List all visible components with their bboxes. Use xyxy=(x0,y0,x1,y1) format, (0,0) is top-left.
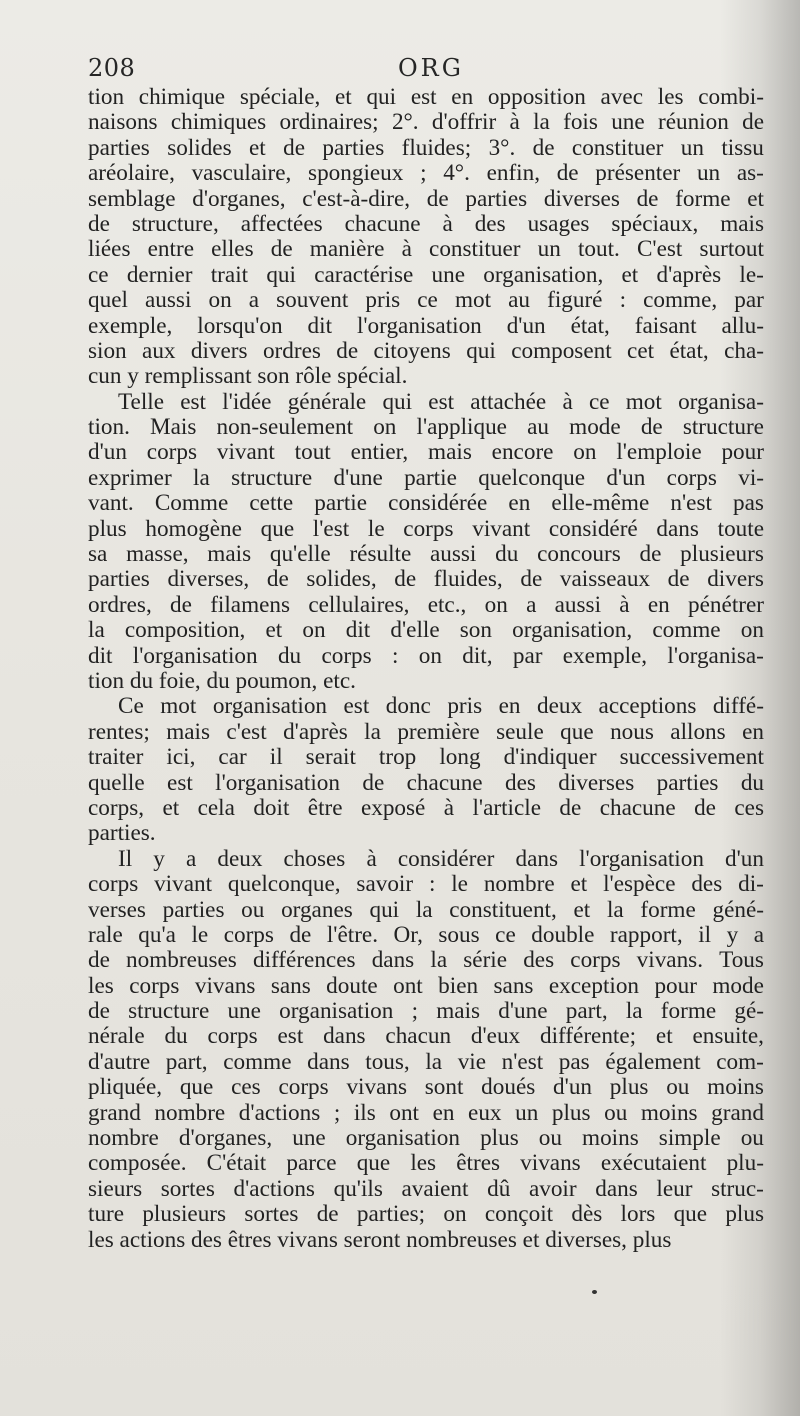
ink-speck xyxy=(592,1290,597,1294)
text-line: les actions des êtres vivans seront nombreuses et diverses, plus xyxy=(88,1227,672,1253)
text-line: tion du foie, du poumon, etc. xyxy=(88,668,356,694)
text-line: verses parties ou organes qui la constituent, et la forme géné- xyxy=(88,897,764,923)
text-line: liées entre elles de manière à constituer un tout. C'est surtout xyxy=(88,237,764,263)
text-line: nombre d'organes, une organisation plus ou moins simple ou xyxy=(88,1126,764,1152)
text-line: rentes; mais c'est d'après la première seule que nous allons en xyxy=(88,719,764,745)
text-line: d'un corps vivant tout entier, mais encore on l'emploie pour xyxy=(88,440,764,466)
text-line: exprimer la structure d'une partie quelconque d'un corps vi- xyxy=(88,465,764,491)
text-line: tion chimique spéciale, et qui est en opposition avec les combi- xyxy=(88,85,764,110)
text-line: de nombreuses différences dans la série des corps vivans. Tous xyxy=(88,948,764,974)
page-number: 208 xyxy=(88,54,136,82)
text-line: sieurs sortes d'actions qu'ils avaient dû avoir dans leur struc- xyxy=(88,1176,764,1202)
text-line: pliquée, que ces corps vivans sont doués d'un plus ou moins xyxy=(88,1075,764,1101)
text-line: nérale du corps est dans chacun d'eux différente; et ensuite, xyxy=(88,1024,764,1050)
text-line: corps, et cela doit être exposé à l'article de chacune de ces xyxy=(88,795,764,821)
paragraph xyxy=(88,85,764,390)
paragraph xyxy=(88,694,764,846)
text-line: sion aux divers ordres de citoyens qui composent cet état, cha- xyxy=(88,338,764,364)
text-line: parties. xyxy=(88,821,156,847)
text-line: ce dernier trait qui caractérise une organisation, et d'après le- xyxy=(88,262,764,288)
text-line: vant. Comme cette partie considérée en elle-même n'est pas xyxy=(88,491,764,517)
text-line: sa masse, mais qu'elle résulte aussi du concours de plusieurs xyxy=(88,542,764,568)
running-head: ORG xyxy=(398,54,464,82)
paragraph xyxy=(88,847,764,1253)
paragraph xyxy=(88,390,764,695)
text-line: composée. C'était parce que les êtres vivans exécutaient plu- xyxy=(88,1151,764,1177)
text-line: dit l'organisation du corps : on dit, par exemple, l'organisa- xyxy=(88,643,764,669)
text-line: exemple, lorsqu'on dit l'organisation d'un état, faisant allu- xyxy=(88,313,764,339)
text-line: aréolaire, vasculaire, spongieux ; 4°. enfin, de présenter un as- xyxy=(88,161,764,187)
text-line: ture plusieurs sortes de parties; on conçoit dès lors que plus xyxy=(88,1202,764,1228)
text-line: la composition, et on dit d'elle son organisation, comme on xyxy=(88,618,764,644)
text-line: cun y remplissant son rôle spécial. xyxy=(88,364,408,390)
text-line: d'autre part, comme dans tous, la vie n'est pas également com- xyxy=(88,1049,764,1075)
body-text xyxy=(88,85,764,1253)
text-line: parties diverses, de solides, de fluides, de vaisseaux de divers xyxy=(88,567,764,593)
text-line: plus homogène que l'est le corps vivant considéré dans toute xyxy=(88,516,764,542)
text-line: ordres, de filamens cellulaires, etc., on a aussi à en pénétrer xyxy=(88,592,764,618)
text-line: quel aussi on a souvent pris ce mot au figuré : comme, par xyxy=(88,288,764,314)
text-line: Il y a deux choses à considérer dans l'organisation d'un xyxy=(118,846,764,872)
text-line: corps vivant quelconque, savoir : le nombre et l'espèce des di- xyxy=(88,872,764,898)
text-line: parties solides et de parties fluides; 3°. de constituer un tissu xyxy=(88,135,764,161)
text-line: Ce mot organisation est donc pris en deux acceptions diffé- xyxy=(118,694,764,720)
text-line: de structure une organisation ; mais d'une part, la forme gé- xyxy=(88,999,764,1025)
text-line: tion. Mais non-seulement on l'applique au mode de structure xyxy=(88,415,764,441)
text-line: de structure, affectées chacune à des usages spéciaux, mais xyxy=(88,211,764,237)
text-line: semblage d'organes, c'est-à-dire, de parties diverses de forme et xyxy=(88,186,764,212)
page-header xyxy=(88,50,764,90)
text-line: les corps vivans sans doute ont bien sans exception pour mode xyxy=(88,973,764,999)
text-line: quelle est l'organisation de chacune des diverses parties du xyxy=(88,770,764,796)
text-line: grand nombre d'actions ; ils ont en eux un plus ou moins grand xyxy=(88,1100,764,1126)
text-line: traiter ici, car il serait trop long d'indiquer successivement xyxy=(88,745,764,771)
text-line: Telle est l'idée générale qui est attachée à ce mot organisa- xyxy=(118,389,764,415)
text-line: naisons chimiques ordinaires; 2°. d'offrir à la fois une réunion de xyxy=(88,110,764,136)
text-line: rale qu'a le corps de l'être. Or, sous ce double rapport, il y a xyxy=(88,922,764,948)
